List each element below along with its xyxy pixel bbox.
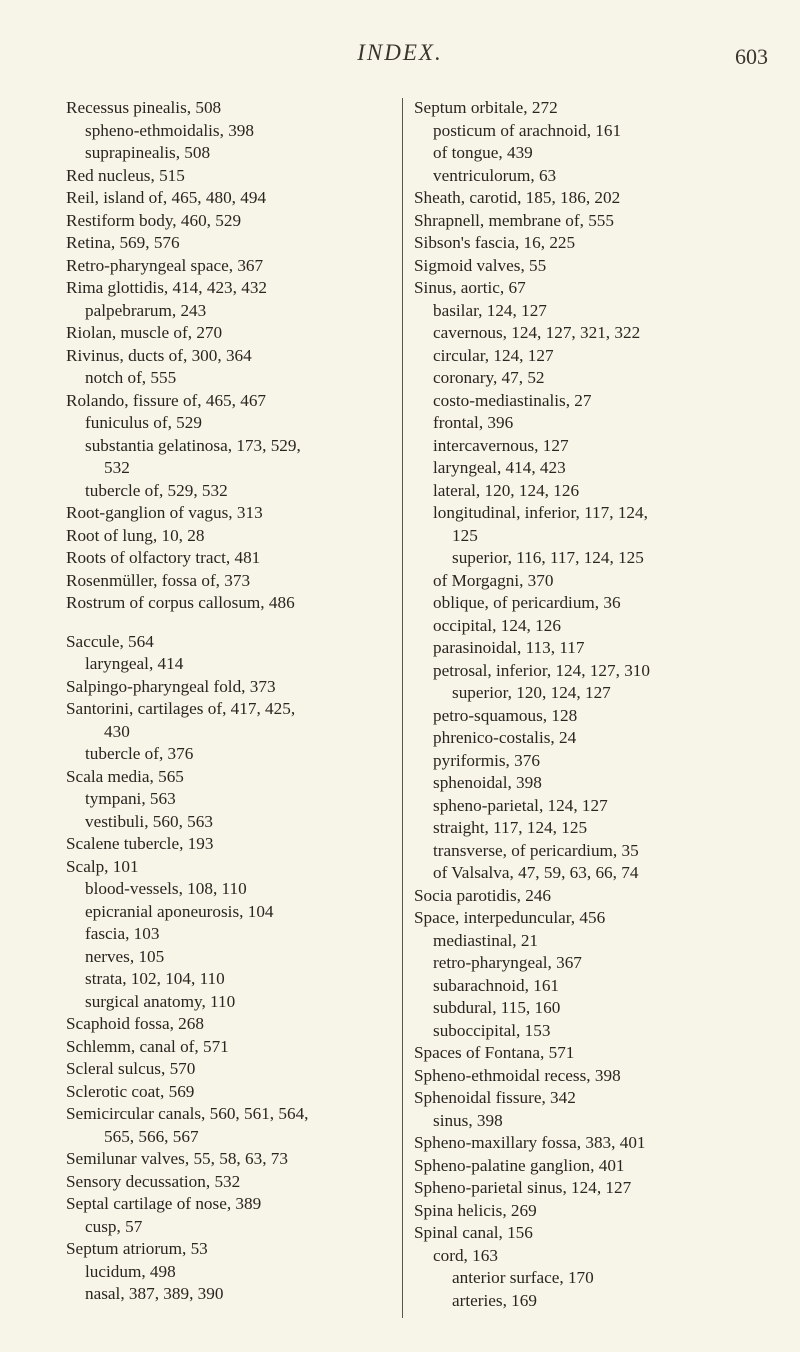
index-entry: Reil, island of, 465, 480, 494	[66, 188, 267, 207]
index-entry: Sheath, carotid, 185, 186, 202	[414, 188, 621, 207]
index-entry: cusp, 57	[85, 1216, 143, 1236]
index-entry: cavernous, 124, 127, 321, 322	[433, 323, 641, 342]
index-entry: subdural, 115, 160	[433, 998, 561, 1017]
index-entry: frontal, 396	[433, 413, 514, 432]
index-entry: Red nucleus, 515	[66, 165, 185, 185]
index-entry: Sinus, aortic, 67	[414, 278, 526, 297]
index-entry: 565, 566, 567	[104, 1126, 199, 1146]
index-entry: Sigmoid valves, 55	[414, 255, 547, 275]
index-entry: Sclerotic coat, 569	[66, 1081, 195, 1101]
index-entry: Semicircular canals, 560, 561, 564,	[66, 1104, 309, 1123]
page-number: 603	[735, 44, 768, 69]
index-entry: sphenoidal, 398	[433, 773, 542, 792]
index-entry: longitudinal, inferior, 117, 124,	[433, 503, 648, 522]
index-entry: Rivinus, ducts of, 300, 364	[66, 345, 252, 365]
index-entry: subarachnoid, 161	[433, 975, 560, 995]
index-entry: Saccule, 564	[66, 631, 154, 651]
index-entry: Rima glottidis, 414, 423, 432	[66, 278, 268, 297]
index-entry: parasinoidal, 113, 117	[433, 638, 585, 657]
index-entry: suboccipital, 153	[433, 1020, 551, 1040]
index-entry: fascia, 103	[85, 924, 160, 943]
index-entry: Retina, 569, 576	[66, 233, 180, 252]
index-entry: Scalp, 101	[66, 856, 139, 876]
index-entry: Recessus pinealis, 508	[66, 98, 222, 117]
index-entry: Scala media, 565	[66, 766, 184, 786]
index-entry: Septal cartilage of nose, 389	[66, 1194, 262, 1213]
index-entry: cord, 163	[433, 1245, 498, 1265]
index-entry: straight, 117, 124, 125	[433, 818, 588, 837]
index-entry: nerves, 105	[85, 946, 165, 966]
index-entry: Santorini, cartilages of, 417, 425,	[66, 699, 296, 718]
index-entry: nasal, 387, 389, 390	[85, 1284, 224, 1303]
index-entry: 532	[104, 458, 130, 477]
index-entry: Restiform body, 460, 529	[66, 210, 242, 230]
index-entry: Scleral sulcus, 570	[66, 1059, 196, 1078]
index-entry: of Valsalva, 47, 59, 63, 66, 74	[433, 863, 639, 882]
index-entry: Rolando, fissure of, 465, 467	[66, 390, 267, 410]
index-entry: epicranial aponeurosis, 104	[85, 901, 274, 921]
index-entry: superior, 120, 124, 127	[452, 683, 611, 702]
index-entry: coronary, 47, 52	[433, 368, 545, 387]
index-entry: Sibson's fascia, 16, 225	[414, 233, 576, 252]
index-entry: Root of lung, 10, 28	[66, 525, 205, 545]
index-entry: funiculus of, 529	[85, 413, 202, 432]
index-entry: Septum orbitale, 272	[414, 98, 558, 117]
index-entry: Spheno-parietal sinus, 124, 127	[414, 1178, 632, 1197]
index-entry: Salpingo-pharyngeal fold, 373	[66, 676, 276, 696]
section-gap	[66, 615, 396, 631]
index-entry: posticum of arachnoid, 161	[433, 120, 622, 140]
index-entry: Socia parotidis, 246	[414, 885, 552, 905]
index-entry: Roots of olfactory tract, 481	[66, 548, 261, 567]
index-entry: spheno-ethmoidalis, 398	[85, 120, 254, 140]
index-entry: superior, 116, 117, 124, 125	[452, 548, 644, 567]
index-entry: Spinal canal, 156	[414, 1223, 533, 1242]
index-entry: 430	[104, 721, 130, 741]
index-entry: suprapinealis, 508	[85, 143, 211, 162]
index-entry: pyriformis, 376	[433, 750, 540, 770]
column-divider	[402, 98, 403, 1318]
index-entry: palpebrarum, 243	[85, 300, 207, 320]
index-entry: blood-vessels, 108, 110	[85, 879, 247, 898]
index-entry: tubercle of, 376	[85, 744, 194, 763]
index-entry: Rostrum of corpus callosum, 486	[66, 593, 295, 612]
index-entry: Root-ganglion of vagus, 313	[66, 503, 263, 522]
index-entry: Retro-pharyngeal space, 367	[66, 255, 264, 275]
index-entry: intercavernous, 127	[433, 435, 569, 455]
index-entry: Septum atriorum, 53	[66, 1239, 208, 1258]
index-entry: occipital, 124, 126	[433, 615, 561, 635]
index-entry: Spheno-ethmoidal recess, 398	[414, 1065, 621, 1085]
index-entry: oblique, of pericardium, 36	[433, 593, 621, 612]
index-entry: tympani, 563	[85, 789, 176, 808]
index-entry: tubercle of, 529, 532	[85, 480, 228, 500]
index-entry: Shrapnell, membrane of, 555	[414, 210, 614, 230]
index-entry: 125	[452, 525, 478, 545]
index-entry: Semilunar valves, 55, 58, 63, 73	[66, 1149, 288, 1168]
index-entry: lucidum, 498	[85, 1261, 176, 1281]
index-entry: Scaphoid fossa, 268	[66, 1014, 204, 1033]
index-column-right	[414, 97, 750, 1312]
index-entry: basilar, 124, 127	[433, 300, 547, 320]
index-entry: ventriculorum, 63	[433, 165, 557, 185]
index-entry: substantia gelatinosa, 173, 529,	[85, 435, 301, 455]
index-entry: notch of, 555	[85, 368, 177, 387]
index-entry: retro-pharyngeal, 367	[433, 953, 582, 972]
index-entry: Sensory decussation, 532	[66, 1171, 241, 1191]
index-entry: laryngeal, 414	[85, 654, 184, 673]
index-entry: costo-mediastinalis, 27	[433, 390, 592, 410]
index-entry: spheno-parietal, 124, 127	[433, 795, 608, 815]
index-entry: strata, 102, 104, 110	[85, 969, 225, 988]
index-entry: Riolan, muscle of, 270	[66, 323, 223, 342]
index-entry: Spina helicis, 269	[414, 1200, 537, 1220]
index-entry: of Morgagni, 370	[433, 570, 554, 590]
index-entry: Space, interpeduncular, 456	[414, 908, 606, 927]
index-entry: Scalene tubercle, 193	[66, 834, 214, 853]
index-entry: Schlemm, canal of, 571	[66, 1036, 229, 1056]
index-entry: Rosenmüller, fossa of, 373	[66, 570, 251, 590]
index-column-left	[66, 97, 396, 1306]
index-entry: vestibuli, 560, 563	[85, 811, 213, 831]
index-entry: Sphenoidal fissure, 342	[414, 1088, 576, 1107]
index-entry: phrenico-costalis, 24	[433, 728, 577, 747]
index-entry: lateral, 120, 124, 126	[433, 480, 580, 500]
index-entry: surgical anatomy, 110	[85, 991, 236, 1011]
index-entry: petro-squamous, 128	[433, 705, 578, 725]
index-entry: Spheno-palatine ganglion, 401	[414, 1155, 625, 1175]
index-entry: sinus, 398	[433, 1110, 503, 1130]
index-entry: transverse, of pericardium, 35	[433, 840, 639, 860]
index-entry: Spaces of Fontana, 571	[414, 1043, 575, 1062]
index-entry: circular, 124, 127	[433, 345, 554, 365]
page-title: INDEX.	[357, 40, 443, 65]
index-entry: laryngeal, 414, 423	[433, 458, 566, 477]
index-entry: Spheno-maxillary fossa, 383, 401	[414, 1133, 646, 1152]
index-entry: mediastinal, 21	[433, 930, 539, 950]
index-entry: arteries, 169	[452, 1290, 537, 1310]
index-entry: petrosal, inferior, 124, 127, 310	[433, 660, 650, 680]
index-entry: anterior surface, 170	[452, 1268, 594, 1287]
index-entry: of tongue, 439	[433, 143, 533, 162]
